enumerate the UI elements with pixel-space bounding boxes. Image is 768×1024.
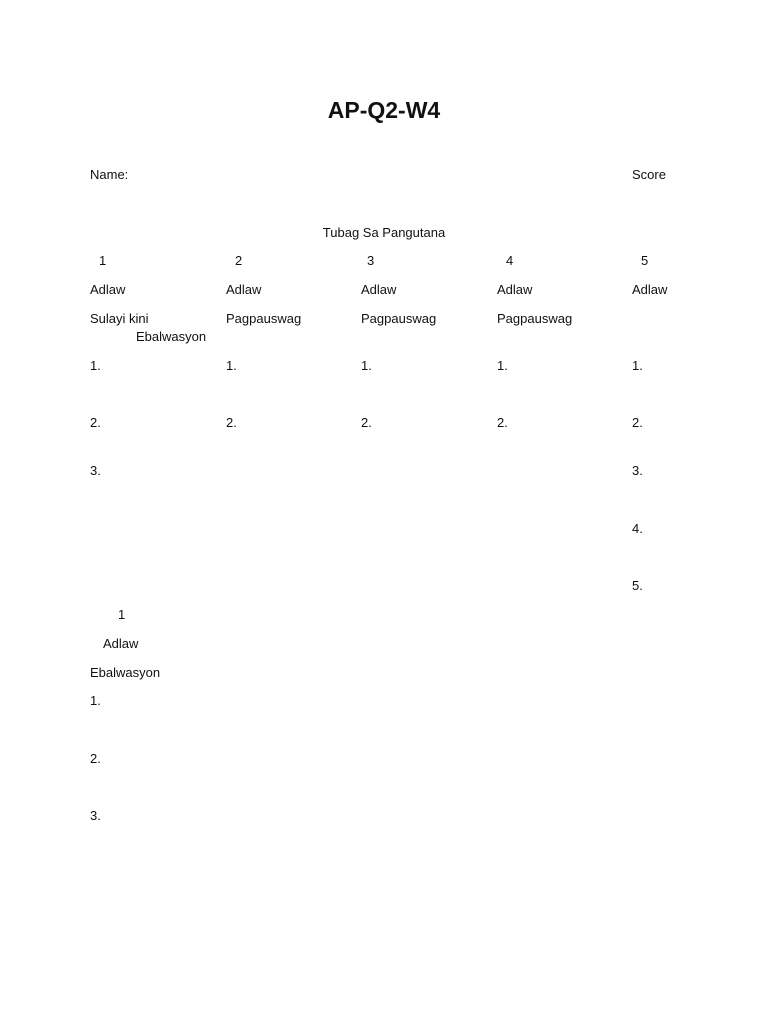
- answer-item: 1.: [632, 358, 643, 373]
- column-number: 5: [641, 253, 649, 268]
- answer-item: 3.: [90, 808, 101, 823]
- answer-item: 3.: [632, 463, 643, 478]
- section-label: Pagpauswag: [361, 311, 437, 326]
- page-title: AP-Q2-W4: [327, 97, 441, 123]
- answer-item: 1.: [226, 358, 237, 373]
- column-number: 3: [367, 253, 375, 268]
- name-label: Name:: [90, 167, 129, 182]
- day-label: Adlaw: [497, 282, 533, 297]
- column-number: 1: [99, 253, 107, 268]
- answer-item: 1.: [497, 358, 508, 373]
- answer-item: 2.: [226, 415, 237, 430]
- column-number: 4: [506, 253, 514, 268]
- answers-heading: Tubag Sa Pangutana: [322, 225, 446, 240]
- day-label: Adlaw: [226, 282, 262, 297]
- answer-item: 2.: [632, 415, 643, 430]
- answer-item: 1.: [90, 358, 101, 373]
- section-label: Pagpauswag: [226, 311, 302, 326]
- day-label: Adlaw: [90, 282, 126, 297]
- score-label: Score: [632, 167, 666, 182]
- section-label: Ebalwasyon: [90, 665, 161, 680]
- answer-item: 5.: [632, 578, 643, 593]
- answer-item: 2.: [90, 415, 101, 430]
- answer-item: 2.: [497, 415, 508, 430]
- answer-item: 2.: [361, 415, 372, 430]
- day-label: Adlaw: [361, 282, 397, 297]
- section-label: Sulayi kini: [90, 311, 149, 326]
- day-label: Adlaw: [103, 636, 139, 651]
- day-label: Adlaw: [632, 282, 668, 297]
- section-label-extra: Ebalwasyon: [136, 329, 207, 344]
- answer-item: 1.: [361, 358, 372, 373]
- answer-item: 2.: [90, 751, 101, 766]
- block-number: 1: [118, 607, 126, 622]
- answer-item: 1.: [90, 693, 101, 708]
- answer-item: 4.: [632, 521, 643, 536]
- answer-item: 3.: [90, 463, 101, 478]
- section-label: Pagpauswag: [497, 311, 573, 326]
- column-number: 2: [235, 253, 243, 268]
